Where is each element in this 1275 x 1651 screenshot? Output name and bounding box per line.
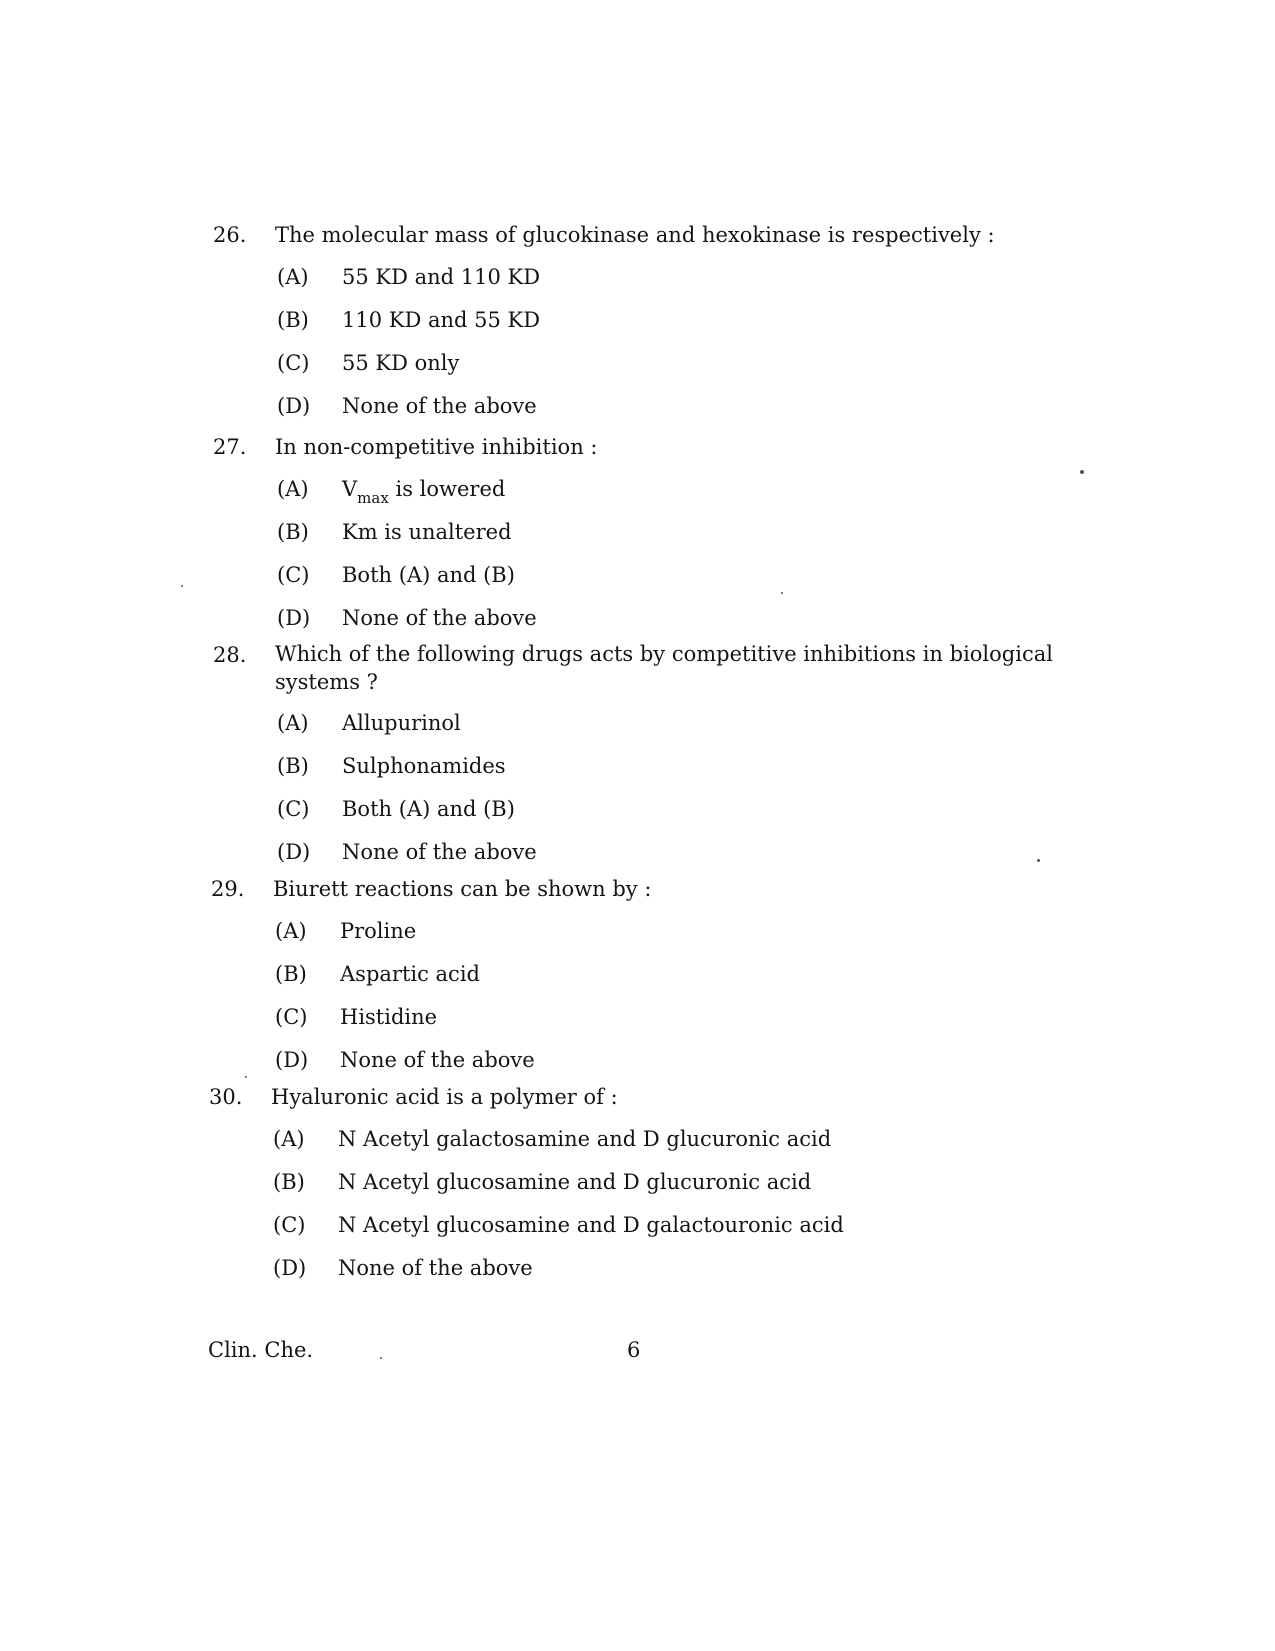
vmax-subscript: max	[357, 489, 389, 507]
question-text: Which of the following drugs acts by competitive inhibitions in biological systems ?	[275, 642, 1053, 694]
option-text-rest: is lowered	[388, 477, 506, 501]
option-label: (B)	[277, 754, 309, 778]
option-label: (B)	[275, 962, 307, 986]
option-label: (B)	[277, 308, 309, 332]
option-b	[209, 1167, 1209, 1197]
footer-subject: Clin. Che.	[208, 1338, 314, 1362]
option-label: (B)	[277, 520, 309, 544]
option-text: None of the above	[342, 606, 537, 630]
question-number: 28.	[213, 643, 247, 667]
question-text: Biurett reactions can be shown by :	[273, 877, 652, 901]
option-text	[342, 474, 506, 507]
option-text: None of the above	[338, 1256, 533, 1280]
option-label: (D)	[275, 1048, 309, 1072]
vmax-symbol: V	[342, 477, 358, 501]
option-label: (D)	[273, 1256, 307, 1280]
option-a	[213, 262, 1213, 292]
option-label: (C)	[273, 1213, 306, 1237]
option-c	[213, 560, 1213, 590]
option-label: (C)	[277, 351, 310, 375]
option-text: None of the above	[342, 394, 537, 418]
option-list	[213, 708, 1213, 867]
option-text: Aspartic acid	[340, 962, 480, 986]
option-c	[211, 1002, 1211, 1032]
option-label: (A)	[275, 919, 307, 943]
option-text: None of the above	[342, 840, 537, 864]
option-c	[213, 348, 1213, 378]
option-label: (A)	[277, 265, 309, 289]
option-a	[211, 916, 1211, 946]
option-b	[211, 959, 1211, 989]
option-b	[213, 517, 1213, 547]
question-text: The molecular mass of glucokinase and hexokinase is respectively :	[275, 223, 995, 247]
option-text: Both (A) and (B)	[342, 563, 515, 587]
question-text: Hyaluronic acid is a polymer of :	[271, 1085, 618, 1109]
scan-speck	[1080, 470, 1084, 474]
option-b	[213, 751, 1213, 781]
scan-speck	[781, 592, 783, 594]
option-d	[209, 1253, 1209, 1283]
option-d	[211, 1045, 1211, 1075]
option-text: N Acetyl glucosamine and D galactouronic acid	[338, 1213, 844, 1237]
scan-speck	[181, 585, 183, 587]
option-label: (D)	[277, 394, 311, 418]
option-label: (D)	[277, 840, 311, 864]
option-a	[213, 474, 1213, 507]
option-label: (C)	[277, 797, 310, 821]
option-list	[213, 474, 1213, 633]
option-label: (A)	[277, 477, 309, 501]
option-d	[213, 391, 1213, 421]
question-number: 27.	[213, 435, 247, 459]
option-label: (A)	[277, 711, 309, 735]
question-29	[211, 874, 1211, 1088]
option-list	[213, 262, 1213, 421]
option-text: N Acetyl glucosamine and D glucuronic acid	[338, 1170, 812, 1194]
option-text: N Acetyl galactosamine and D glucuronic acid	[338, 1127, 832, 1151]
option-text: None of the above	[340, 1048, 535, 1072]
option-text: 110 KD and 55 KD	[342, 308, 541, 332]
question-30	[209, 1082, 1209, 1296]
option-text: Histidine	[340, 1005, 438, 1029]
question-28	[213, 640, 1213, 880]
option-a	[213, 708, 1213, 738]
option-text: Sulphonamides	[342, 754, 506, 778]
scan-speck	[245, 1076, 247, 1078]
page-number: 6	[627, 1338, 641, 1362]
option-text: Both (A) and (B)	[342, 797, 515, 821]
option-d	[213, 603, 1213, 633]
option-text: 55 KD and 110 KD	[342, 265, 541, 289]
question-number: 30.	[209, 1085, 243, 1109]
option-c	[213, 794, 1213, 824]
option-text: Km is unaltered	[342, 520, 512, 544]
option-label: (C)	[275, 1005, 308, 1029]
option-text: Proline	[340, 919, 417, 943]
option-label: (D)	[277, 606, 311, 630]
option-d	[213, 837, 1213, 867]
option-b	[213, 305, 1213, 335]
question-26	[213, 220, 1213, 434]
option-list	[211, 916, 1211, 1075]
question-text: In non-competitive inhibition :	[275, 435, 598, 459]
scan-speck	[380, 1357, 382, 1359]
option-c	[209, 1210, 1209, 1240]
question-27	[213, 432, 1213, 646]
option-a	[209, 1124, 1209, 1154]
option-list	[209, 1124, 1209, 1283]
question-number: 29.	[211, 877, 245, 901]
option-label: (B)	[273, 1170, 305, 1194]
scan-speck	[1037, 859, 1040, 862]
question-number: 26.	[213, 223, 247, 247]
option-text: 55 KD only	[342, 351, 460, 375]
option-label: (C)	[277, 563, 310, 587]
option-label: (A)	[273, 1127, 305, 1151]
option-text: Allupurinol	[342, 711, 461, 735]
